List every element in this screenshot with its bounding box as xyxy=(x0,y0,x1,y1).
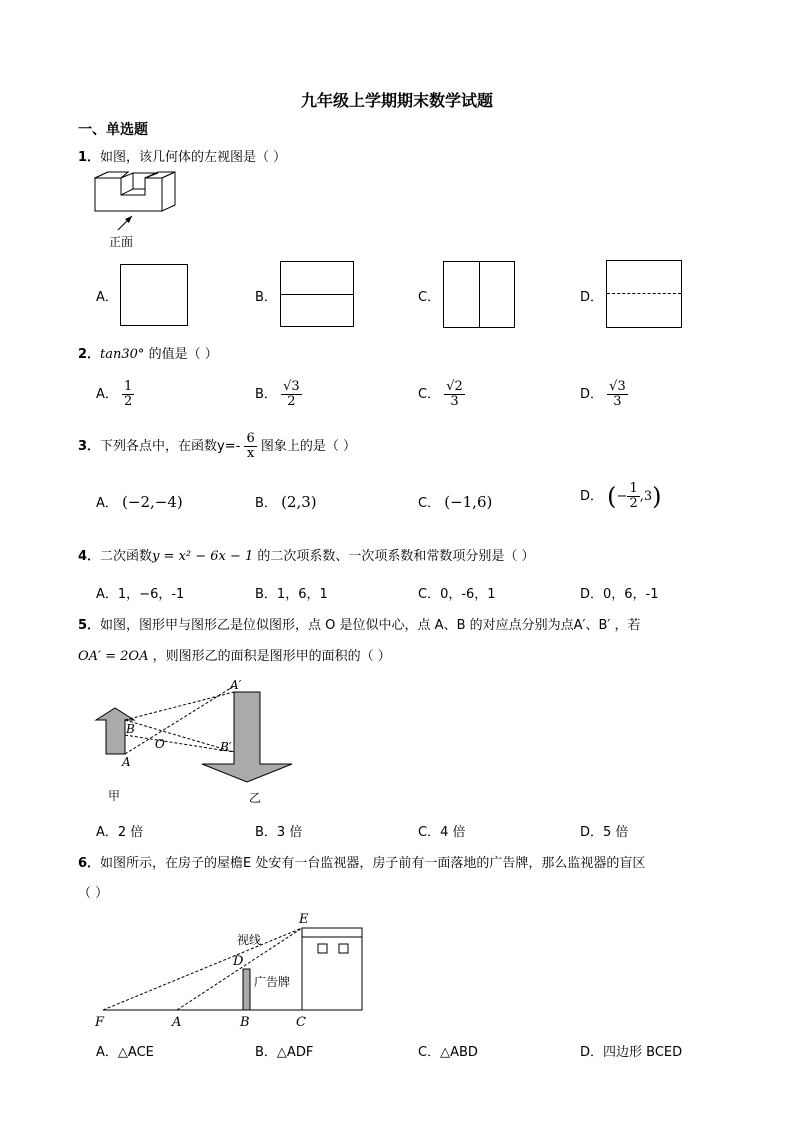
question-number: 4． xyxy=(78,549,101,564)
option-letter: A． xyxy=(96,825,118,840)
question-4 xyxy=(78,545,535,564)
question-6 xyxy=(78,852,645,871)
label-b: B xyxy=(240,1015,250,1030)
q5-option-d[interactable] xyxy=(580,821,628,840)
label-yi: 乙 xyxy=(249,791,262,805)
option-value: 0，6，-1 xyxy=(603,587,659,602)
question-number: 5． xyxy=(78,618,101,633)
solid-line xyxy=(281,294,353,295)
option-value: △ABD xyxy=(440,1045,478,1060)
numerator: 1 xyxy=(629,481,638,496)
q3-option-c[interactable] xyxy=(418,492,492,511)
question-text: 二次函数 xyxy=(100,549,153,564)
section-heading: 一、单选题 xyxy=(78,122,148,138)
question-number: 1． xyxy=(78,150,101,165)
label-a-prime: A′ xyxy=(230,678,242,692)
q6-option-b[interactable] xyxy=(255,1041,313,1060)
option-letter: C． xyxy=(418,587,441,602)
numerator: 6 xyxy=(246,431,255,446)
option-value: 0，-6，1 xyxy=(440,587,496,602)
option-value: (−1,6) xyxy=(444,493,493,511)
question-text: （ ） xyxy=(78,886,109,901)
question-5 xyxy=(78,614,640,633)
label-jia: 甲 xyxy=(108,789,121,803)
label-a: A xyxy=(172,1015,182,1030)
fraction xyxy=(122,380,134,409)
label-o: O xyxy=(155,737,165,751)
label-f: F xyxy=(95,1015,105,1030)
solid-line xyxy=(479,262,480,327)
option-letter: D． xyxy=(580,489,604,504)
q2-option-c[interactable] xyxy=(418,380,465,409)
fraction xyxy=(281,380,302,409)
window xyxy=(339,944,348,953)
q5-homothety-figure xyxy=(88,672,318,812)
option-letter: D． xyxy=(580,825,604,840)
question-text: 的值是（ ） xyxy=(144,347,218,362)
option-value: 3 倍 xyxy=(276,825,303,840)
numerator: √2 xyxy=(446,379,463,394)
option-letter: B． xyxy=(255,496,277,511)
option-letter: B． xyxy=(255,387,277,402)
denominator: 2 xyxy=(281,394,302,409)
option-value: 四边形 BCED xyxy=(603,1045,683,1060)
house xyxy=(302,928,362,1010)
q2-option-a[interactable] xyxy=(96,380,134,409)
option-letter: A． xyxy=(96,1045,118,1060)
denominator: x xyxy=(244,446,256,461)
label-e: E xyxy=(299,912,309,927)
fraction xyxy=(627,482,639,511)
option-letter: B． xyxy=(255,1045,277,1060)
denominator: 3 xyxy=(444,394,465,409)
q4-option-a[interactable] xyxy=(96,583,184,602)
question-3 xyxy=(78,432,356,461)
option-letter: B． xyxy=(255,587,277,602)
option-value: 2 倍 xyxy=(117,825,144,840)
q6-monitor-figure xyxy=(90,908,370,1033)
q1-figure-label: 正面 xyxy=(109,235,134,249)
option-letter: C． xyxy=(418,387,441,402)
q1-option-a-figure[interactable] xyxy=(120,264,188,326)
q1-option-d-figure[interactable] xyxy=(606,260,682,328)
numerator: √3 xyxy=(283,379,300,394)
fraction xyxy=(607,380,628,409)
option-letter: A． xyxy=(96,387,118,402)
numerator: √3 xyxy=(609,379,626,394)
label-c: C xyxy=(296,1015,306,1030)
right-paren: ) xyxy=(652,482,662,511)
fraction xyxy=(244,432,256,461)
q6-option-d[interactable] xyxy=(580,1041,682,1060)
question-text: 下列各点中，在函数y=- xyxy=(100,439,245,454)
question-1 xyxy=(78,146,286,165)
option-letter: C． xyxy=(418,825,441,840)
q3-option-b[interactable] xyxy=(255,492,317,511)
option-letter: D． xyxy=(580,1045,604,1060)
option-value: △ADF xyxy=(276,1045,314,1060)
q4-option-c[interactable] xyxy=(418,583,496,602)
option-value: 1，6，1 xyxy=(276,587,328,602)
q3-option-a[interactable] xyxy=(96,492,183,511)
question-text: ，则图形乙的面积是图形甲的面积的（ ） xyxy=(148,649,391,664)
option-letter: C． xyxy=(418,496,441,511)
q1-option-b-figure[interactable] xyxy=(280,261,354,327)
dashed-line xyxy=(607,293,681,294)
q6-option-a[interactable] xyxy=(96,1041,154,1060)
question-number: 6． xyxy=(78,856,101,871)
denominator: 2 xyxy=(629,496,638,511)
question-6-line-2 xyxy=(78,882,108,901)
left-paren: ( xyxy=(607,482,617,511)
window xyxy=(318,944,327,953)
option-value: 1，−6，-1 xyxy=(117,587,185,602)
question-2 xyxy=(78,343,218,362)
option-value: ,3 xyxy=(639,489,653,504)
ratio-expression: OA′ = 2OA xyxy=(78,649,149,664)
question-number: 3． xyxy=(78,439,101,454)
question-5-line-2 xyxy=(78,645,391,664)
q2-option-b[interactable] xyxy=(255,380,302,409)
label-b: B xyxy=(126,722,135,736)
page-title: 九年级上学期期末数学试题 xyxy=(300,91,493,110)
q1-option-a-label[interactable]: A． xyxy=(96,290,118,305)
billboard xyxy=(243,969,250,1010)
q4-option-b[interactable] xyxy=(255,583,328,602)
option-letter: A． xyxy=(96,496,118,511)
q2-option-d[interactable] xyxy=(580,380,628,409)
question-text: 如图所示，在房子的屋檐E 处安有一台监视器，房子前有一面落地的广告牌，那么监视器的盲区 xyxy=(100,856,646,871)
option-letter: D． xyxy=(580,587,604,602)
question-text: 如图，该几何体的左视图是（ ） xyxy=(100,150,287,165)
shape-yi xyxy=(202,692,292,782)
option-letter: B． xyxy=(255,825,277,840)
option-letter: C． xyxy=(418,1045,441,1060)
option-letter: D． xyxy=(580,387,604,402)
denominator: 2 xyxy=(124,394,133,409)
question-text: 的二次项系数、一次项系数和常数项分别是（ ） xyxy=(253,549,535,564)
denominator: 3 xyxy=(607,394,628,409)
q6-option-c[interactable] xyxy=(418,1041,478,1060)
option-value: − xyxy=(616,489,628,504)
option-value: (−2,−4) xyxy=(122,493,183,511)
option-value: △ACE xyxy=(117,1045,154,1060)
fraction xyxy=(444,380,465,409)
q4-option-d[interactable] xyxy=(580,583,659,602)
q5-option-a[interactable] xyxy=(96,821,143,840)
label-d: D xyxy=(233,954,244,969)
option-letter: A． xyxy=(96,587,118,602)
q1-option-d-label[interactable]: D． xyxy=(580,290,604,305)
question-text: 如图，图形甲与图形乙是位似图形，点 O 是位似中心，点 A、B 的对应点分别为点A′、B′ ，若 xyxy=(100,618,641,633)
numerator: 1 xyxy=(124,379,133,394)
question-text: 图象上的是（ ） xyxy=(256,439,357,454)
label-a: A xyxy=(122,755,131,769)
label-sight-line: 视线 xyxy=(237,933,262,947)
q3-option-d[interactable] xyxy=(580,482,662,511)
option-value: 4 倍 xyxy=(440,825,466,840)
option-value: (2,3) xyxy=(281,493,317,511)
function-expression: y = x² − 6x − 1 xyxy=(152,549,254,564)
label-b-prime: B′ xyxy=(220,740,232,754)
q1-option-b-label[interactable]: B． xyxy=(255,290,277,305)
q1-option-c-label[interactable]: C． xyxy=(418,290,441,305)
q5-option-c[interactable] xyxy=(418,821,465,840)
q5-option-b[interactable] xyxy=(255,821,302,840)
option-value: 5 倍 xyxy=(603,825,629,840)
label-billboard: 广告牌 xyxy=(254,975,291,989)
question-number: 2． xyxy=(78,347,101,362)
tan-expression: tan30° xyxy=(100,347,145,362)
q1-option-c-figure[interactable] xyxy=(443,261,515,328)
